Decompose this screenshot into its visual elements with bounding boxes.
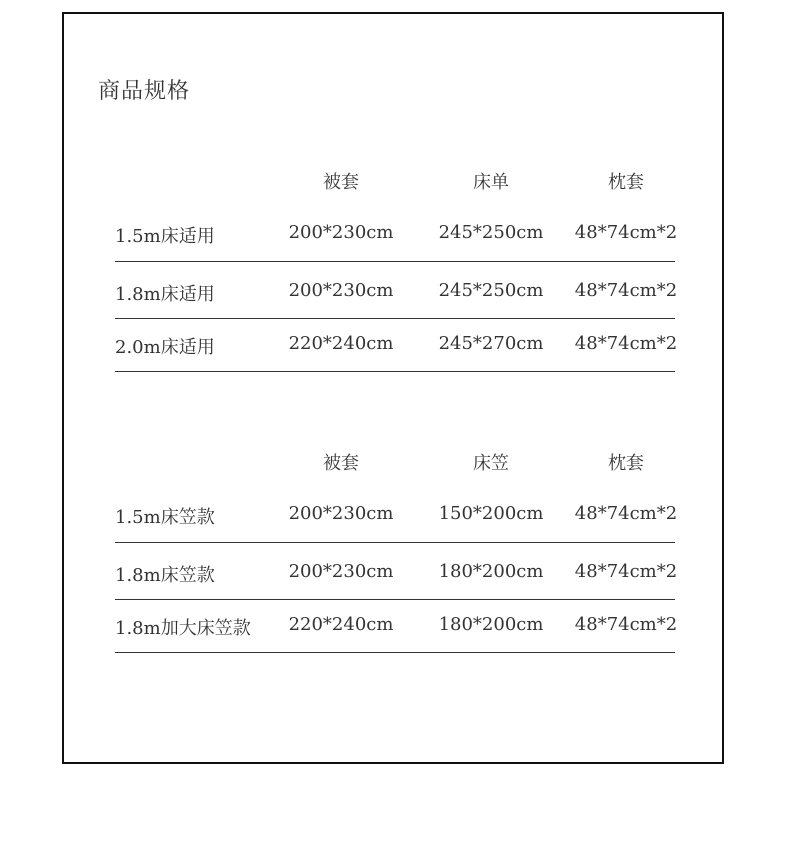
table-cell: 200*230cm (288, 222, 394, 243)
column-header: 枕套 (608, 172, 644, 193)
table-row (115, 262, 678, 319)
table-cell: 150*200cm (438, 503, 544, 524)
table-cell: 48*74cm*2 (574, 561, 678, 582)
table-cell: 200*230cm (288, 561, 394, 582)
column-header: 床笠 (473, 453, 509, 474)
table-cell: 200*230cm (288, 280, 394, 301)
table-row (115, 198, 678, 262)
row-label: 1.8m床适用 (115, 284, 215, 305)
row-label: 2.0m床适用 (115, 337, 215, 358)
table-cell: 220*240cm (288, 614, 394, 635)
table-cell: 245*250cm (438, 280, 544, 301)
table-row (115, 479, 678, 543)
table-header-row (115, 449, 675, 479)
table-cell: 220*240cm (288, 333, 394, 354)
column-header: 被套 (323, 172, 359, 193)
table-header-row (115, 168, 675, 198)
table-cell: 48*74cm*2 (574, 614, 678, 635)
table-cell: 180*200cm (438, 614, 544, 635)
table-row (115, 543, 678, 600)
column-header: 床单 (473, 172, 509, 193)
spec-table-2 (115, 449, 678, 653)
row-label: 1.8m床笠款 (115, 565, 215, 586)
table-row (115, 600, 678, 653)
table-cell: 48*74cm*2 (574, 503, 678, 524)
spec-table-1 (115, 168, 678, 372)
table-cell: 200*230cm (288, 503, 394, 524)
table-cell: 180*200cm (438, 561, 544, 582)
table-cell: 245*250cm (438, 222, 544, 243)
table-cell: 245*270cm (438, 333, 544, 354)
row-label: 1.5m床笠款 (115, 507, 215, 528)
row-label: 1.5m床适用 (115, 226, 215, 247)
section-title: 商品规格 (98, 79, 191, 104)
column-header: 被套 (323, 453, 359, 474)
row-label: 1.8m加大床笠款 (115, 618, 251, 639)
table-cell: 48*74cm*2 (574, 333, 678, 354)
table-row (115, 319, 678, 372)
table-cell: 48*74cm*2 (574, 222, 678, 243)
column-header: 枕套 (608, 453, 644, 474)
table-cell: 48*74cm*2 (574, 280, 678, 301)
